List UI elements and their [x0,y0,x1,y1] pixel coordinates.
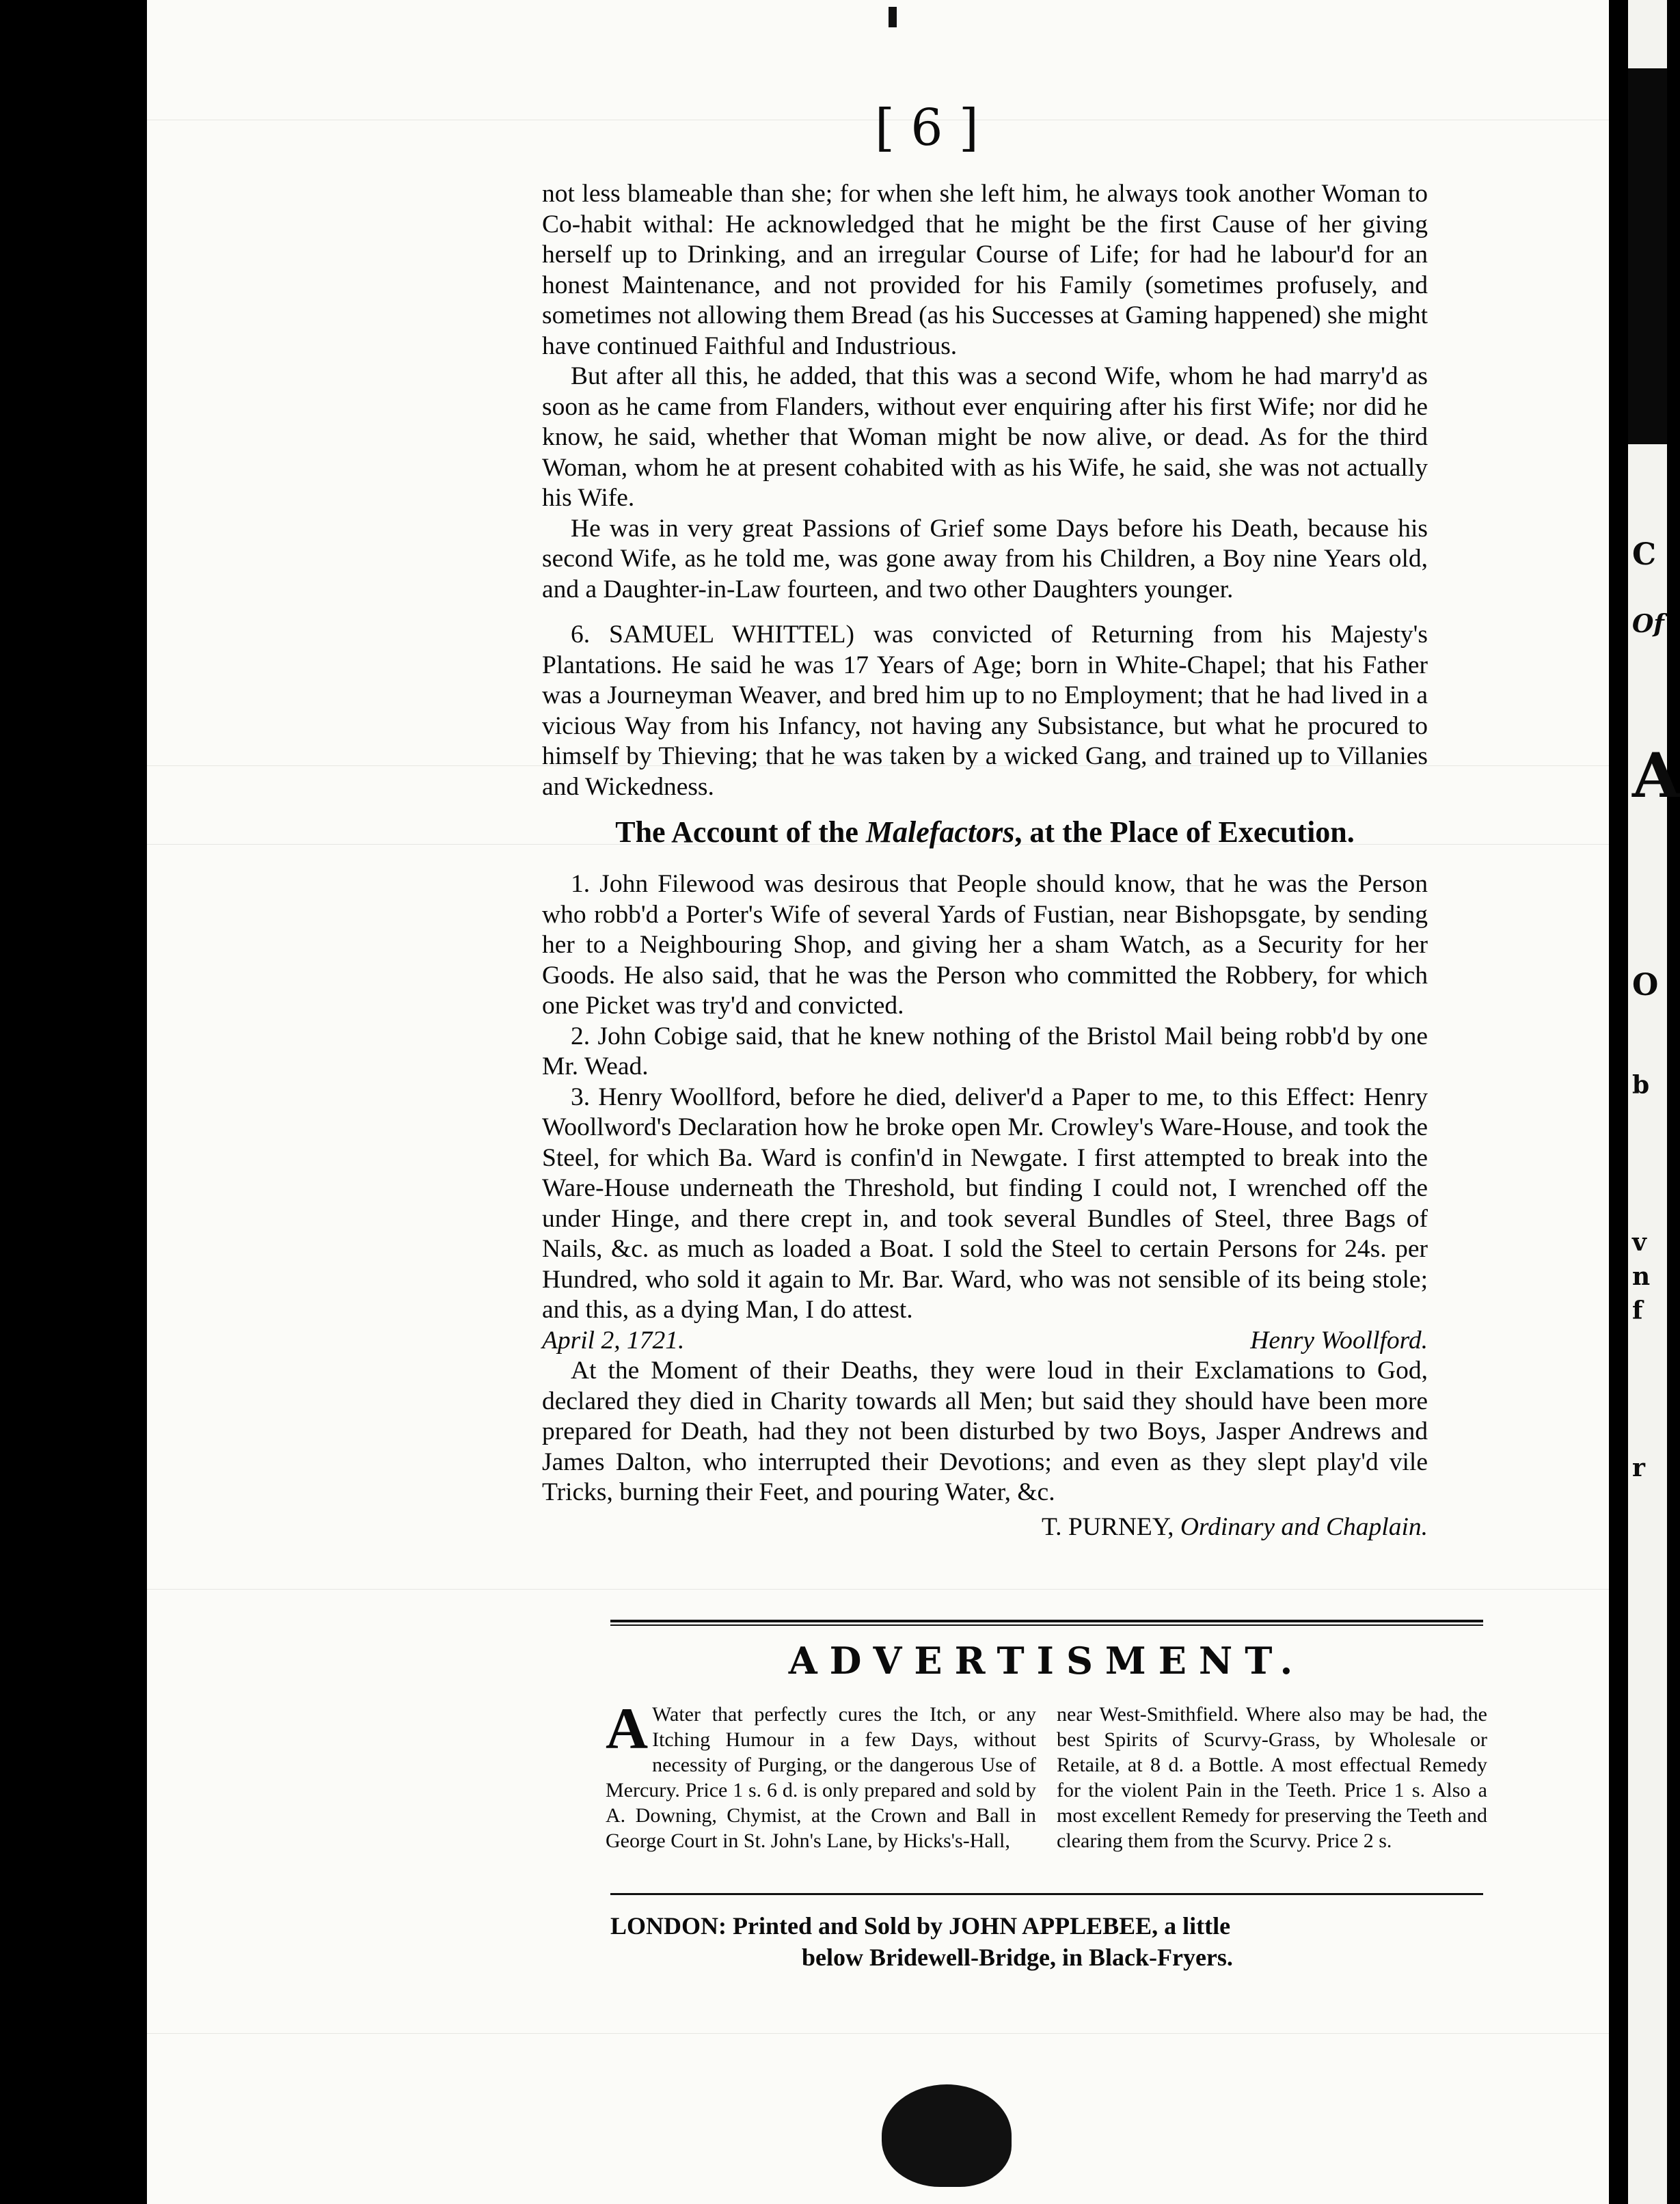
advertisement-column-right: near West-Smithfield. Where also may be had, the best Spirits of Scurvy-Grass, by Wholesale or Retaile, at 8 d. a Bottle. A most effectual Remedy for the violent Pain in the Teeth. Price 1 s. Also a most excellent Remedy for preserving the Teeth and clearing them from the Scurvy. Price 2 s. [1057,1703,1487,1852]
account-item: 1. John Filewood was desirous that People should know, that he was the Person who robb'd a Porter's Wife of several Yards of Fustian, near Bishopsgate, by sending her to a Neighbouring Shop, and giving her a sham Watch, as a Security for her Goods. He also said, that he was the Person who committed the Robbery, for which one Picket was try'd and convicted. [542,870,1428,1020]
facing-page-block [1628,68,1667,444]
bleed-fragment: b [1632,1071,1650,1100]
page-number: [ 6 ] [875,98,979,157]
chaplain-signature: T. PURNEY, Ordinary and Chaplain. [1042,1512,1428,1541]
bleed-fragment: Of [1632,610,1664,638]
bleed-fragment: f [1632,1296,1643,1325]
advertisement-heading: ADVERTISMENT. [788,1639,1305,1683]
signature-name: Henry Woollford. [1250,1326,1428,1355]
account-item: 2. John Cobige said, that he knew nothing of the Bristol Mail being robb'd by one Mr. Wead. [542,1022,1428,1080]
facing-page-edge [1628,0,1680,2204]
bleed-fragment: A [1632,739,1680,812]
paragraph: He was in very great Passions of Grief some Days before his Death, because his second Wife, as he told me, was gone away from his Children, a Boy nine Years old, and a Daughter-in-Law fourteen, and two other Daughters younger. [542,514,1428,603]
bleed-fragment: O [1632,968,1659,1003]
ruled-line [147,2033,1609,2034]
imprint-line-2: below Bridewell-Bridge, in Black-Fryers. [802,1944,1233,1971]
paragraph-continuation: not less blameable than she; for when she left him, he always took another Woman to Co-habit withal: He acknowledged that he might be the first Cause of her giving herself up to Drinking, and an irregular Course of Life; for had he labour'd for an honest Maintenance, and not provided for his Family (sometimes profusely, and sometimes not allowing them Bread (as his Successes at Gaming happened) she might have continued Faithful and Industrious. [542,180,1428,360]
body-text [542,179,1428,1542]
section-heading: The Account of the Malefactors, at the Place of Execution. [615,815,1355,849]
closing-paragraph: At the Moment of their Deaths, they were loud in their Exclamations to God, declared they died in Charity towards all Men; but said they should have been more prepared for Death, had they not been disturbed by two Boys, Jasper Andrews and James Dalton, who interrupted their Devotions; and even as they slept play'd vile Tricks, burning their Feet, and pouring Water, &c. [542,1357,1428,1506]
imprint-line-1: LONDON: Printed and Sold by JOHN APPLEBEE, a little [610,1912,1231,1940]
double-rule-top [610,1620,1483,1622]
paragraph: But after all this, he added, that this was a second Wife, whom he had marry'd as soon as he came from Flanders, without ever enquiring after his first Wife; nor did he know, he said, whether that Woman might be now alive, or dead. As for the third Woman, whom he at present cohabited with as his Wife, he said, she was not actually his Wife. [542,362,1428,512]
ruled-line [147,1589,1609,1590]
ink-blot [882,2084,1012,2187]
paragraph-samuel-whittel: 6. SAMUEL WHITTEL) was convicted of Returning from his Majesty's Plantations. He said he was 17 Years of Age; born in White-Chapel; that his Father was a Journeyman Weaver, and bred him up to no Employment; that he had lived in a vicious Way from his Infancy, not having any Subsistance, but what he procured to himself by Thieving; that he was taken by a wicked Gang, and trained up to Villanies and Wickedness. [542,621,1428,801]
bleed-fragment: r [1632,1454,1645,1482]
bleed-fragment: v [1632,1228,1647,1257]
drop-cap: A [606,1696,649,1761]
advertisement-column-left: A Water that perfectly cures the Itch, or any Itching Humour in a few Days, without necessity of Purging, or the dangerous Use of Mercury. Price 1 s. 6 d. is only prepared and sold by A. Downing, Chymist, at the Crown and Ball in George Court in St. John's Lane, by Hicks's-Hall, [606,1696,1036,1852]
bleed-fragment: n [1632,1262,1651,1291]
account-item: 3. Henry Woollford, before he died, deliver'd a Paper to me, to this Effect: Henry Woollword's Declaration how he broke open Mr. Crowley's Ware-House, and took the Steel, for which Ba. Ward is confin'd in Newgate. I first attempted to break into the Ware-House underneath the Threshold, but finding I could not, I wrenched off the under Hinge, and there crept in, and took several Bundles of Steel, three Bags of Nails, &c. as much as loaded a Boat. I sold the Steel to certain Persons for 24s. per Hundred, who sold it again to Mr. Bar. Ward, who was not sensible of its being stole; and this, as a dying Man, I do attest. [542,1083,1428,1324]
ink-mark [889,7,897,27]
signature-date: April 2, 1721. [542,1326,685,1355]
imprint [610,1910,1485,1973]
bleed-fragment: C [1632,537,1657,572]
imprint-rule [610,1893,1483,1895]
advertisement-body [606,1696,1487,1853]
double-rule-bottom [610,1624,1483,1626]
signature-line [542,1326,1428,1357]
